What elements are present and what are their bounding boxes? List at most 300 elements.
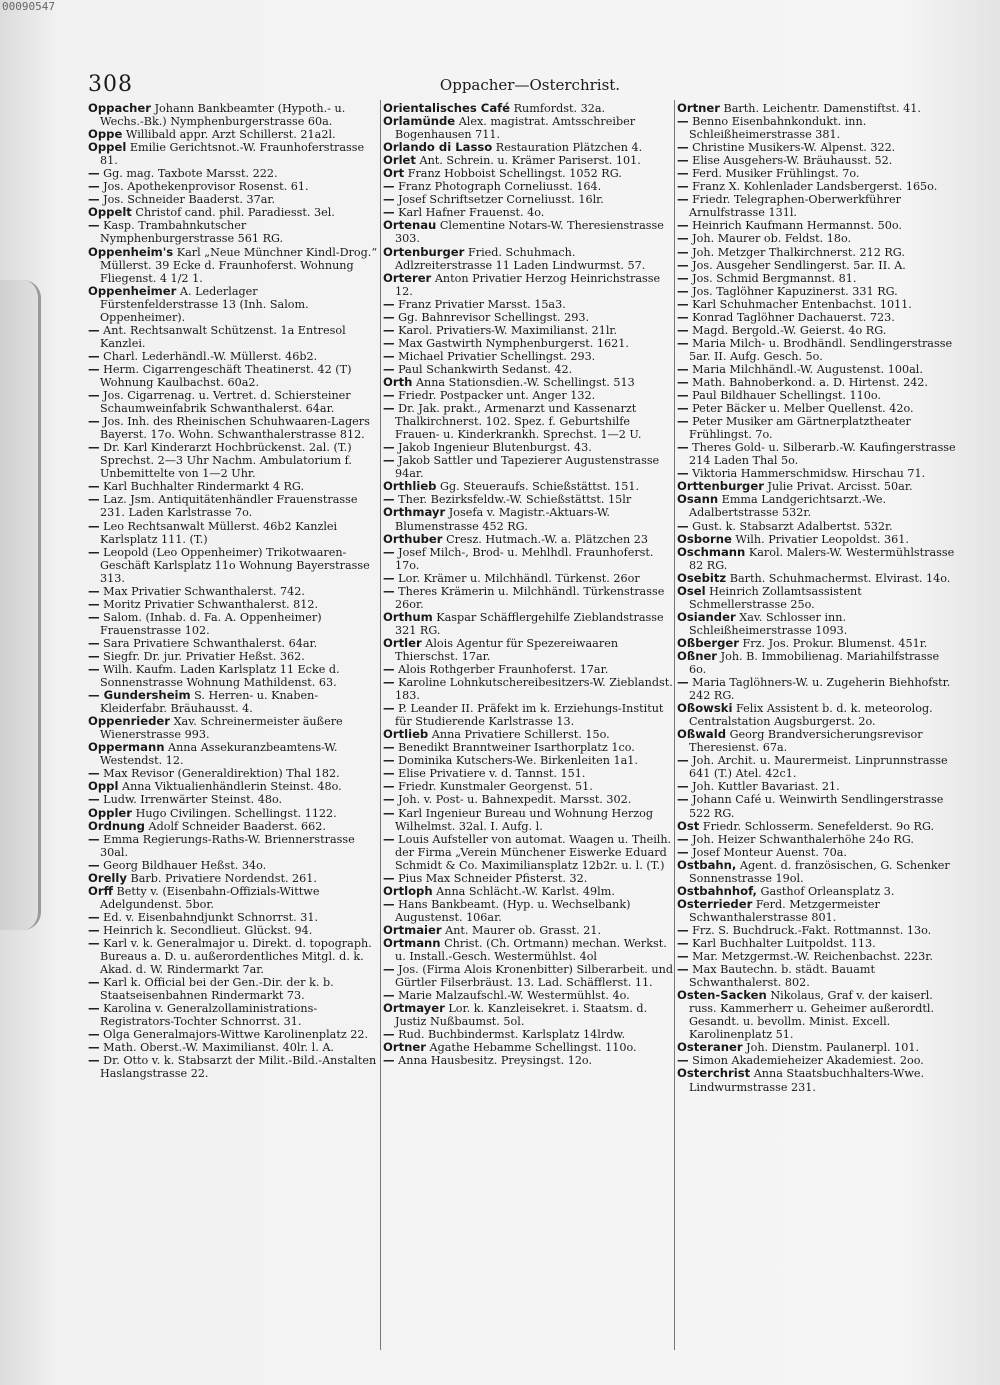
- directory-entry: [88, 885, 378, 911]
- entry-surname: Oßberger: [677, 635, 739, 650]
- entry-surname: Osborne: [677, 531, 732, 546]
- entry-details: Ludw. Irrenwärter Steinst. 48o.: [103, 793, 283, 807]
- directory-entry: [383, 611, 673, 637]
- directory-entry: [88, 520, 378, 546]
- entry-details: Friedr. Postpacker unt. Anger 132.: [398, 389, 596, 403]
- entry-details: Maria Taglöhners-W. u. Zugeherin Biehhofstr. 242 RG.: [689, 676, 951, 703]
- directory-entry: [383, 272, 673, 298]
- directory-entry: [88, 1054, 378, 1080]
- directory-entry: [383, 637, 673, 663]
- entry-details: Josef Monteur Auenst. 70a.: [692, 845, 847, 859]
- entry-details: Josefa v. Magistr.-Aktuars-W. Blumenstrasse 452 RG.: [395, 506, 610, 533]
- entry-details: Josef Schriftsetzer Corneliusst. 16lr.: [398, 193, 604, 207]
- entry-surname: —: [88, 936, 100, 950]
- entry-surname: Ortner: [677, 101, 720, 115]
- directory-entry: [88, 246, 378, 285]
- directory-entry: [88, 767, 378, 780]
- directory-entry: [88, 859, 378, 872]
- entry-surname: —: [677, 361, 689, 376]
- directory-entry: [383, 1041, 673, 1054]
- entry-surname: —: [677, 192, 689, 207]
- entry-surname: Ortloph: [383, 883, 433, 898]
- entry-details: Dr. Otto v. k. Stabsarzt der Milit.-Bild.-Anstalten Haslangstrasse 22.: [100, 1054, 377, 1081]
- directory-entry: [677, 115, 959, 141]
- directory-entry: [88, 219, 378, 245]
- entry-details: Paul Schankwirth Sedanst. 42.: [398, 362, 573, 376]
- entry-surname: Orlando di Lasso: [383, 140, 493, 155]
- entry-surname: Orlamünde: [383, 114, 456, 129]
- directory-entry: [383, 807, 673, 833]
- entry-details: Joh. v. Post- u. Bahnexpedit. Marsst. 302.: [398, 793, 632, 807]
- entry-surname: —: [383, 805, 395, 820]
- entry-details: Ferd. Metzgermeister Schwanthalerstrasse 801.: [689, 897, 880, 924]
- directory-entry: [88, 598, 378, 611]
- entry-details: Louis Aufsteller von automat. Waagen u. Theilh. der Firma „Verein Münchener Eiswerke Eduard Schmidt & Co. Maximiliansplatz 12b2r. u. l. (T.): [395, 832, 672, 872]
- entry-details: Agent. d. französischen, G. Schenker Sonnenstrasse 19ol.: [689, 858, 950, 885]
- entry-surname: —: [88, 792, 100, 807]
- entry-surname: —: [677, 792, 689, 807]
- directory-entry: [677, 754, 959, 780]
- entry-surname: —: [383, 896, 395, 911]
- entry-surname: —: [383, 1053, 395, 1068]
- directory-entry: [383, 754, 673, 767]
- entry-details: Jakob Ingenieur Blutenburgst. 43.: [398, 441, 592, 455]
- entry-details: Felix Assistent b. d. k. meteorolog. Centralstation Augsburgerst. 2o.: [689, 702, 933, 729]
- entry-details: Karol. Privatiers-W. Maximilianst. 21lr.: [398, 323, 618, 337]
- entry-details: Christof cand. phil. Paradiesst. 3el.: [135, 206, 335, 220]
- entry-details: Restauration Plätzchen 4.: [495, 141, 643, 155]
- entry-details: Cresz. Hutmach.-W. a. Plätzchen 23: [446, 532, 648, 546]
- entry-details: Franz X. Kohlenlader Landsbergerst. 165o.: [692, 180, 938, 194]
- entry-surname: Osteraner: [677, 1040, 743, 1055]
- directory-entry: [677, 1041, 959, 1054]
- entry-surname: —: [88, 179, 100, 194]
- entry-details: Karl „Neue Münchner Kindl-Drog.“ Müllerst. 39 Ecke d. Fraunhoferst. Wohnung Fliegenst. 4 1/2 1.: [100, 245, 378, 285]
- entry-surname: —: [677, 335, 689, 350]
- entry-surname: —: [383, 740, 395, 755]
- directory-entry: [383, 337, 673, 350]
- entry-details: Barth. Schuhmachermst. Elvirast. 14o.: [729, 571, 951, 585]
- directory-entry: [383, 363, 673, 376]
- entry-details: Jos. Taglöhner Kapuzinerst. 331 RG.: [692, 284, 898, 298]
- entry-details: Jos. Inh. des Rheinischen Schuhwaaren-Lagers Bayerst. 17o. Wohn. Schwanthalerstrasse 812.: [100, 415, 370, 442]
- entry-surname: —: [383, 348, 395, 363]
- entry-surname: —: [88, 166, 100, 181]
- entry-surname: —: [677, 831, 689, 846]
- directory-entry: [88, 715, 378, 741]
- entry-surname: Oppl: [88, 779, 119, 794]
- directory-entry: [383, 1054, 673, 1067]
- entry-surname: —: [383, 831, 395, 846]
- entry-surname: —: [677, 949, 689, 964]
- entry-details: Karl k. Official bei der Gen.-Dir. der k. b. Staatseisenbahnen Rindermarkt 73.: [100, 976, 334, 1003]
- entry-surname: —: [88, 440, 100, 455]
- entry-surname: —: [88, 1001, 100, 1016]
- entry-surname: Ortenau: [383, 218, 437, 233]
- entry-surname: —: [88, 518, 100, 533]
- directory-entry: [383, 167, 673, 180]
- entry-details: Elise Privatiere v. d. Tannst. 151.: [398, 767, 586, 781]
- entry-details: Laz. Jsm. Antiquitätenhändler Frauenstrasse 231. Laden Karlstrasse 7o.: [100, 493, 358, 520]
- directory-entry: [383, 533, 673, 546]
- entry-details: Joh. Metzger Thalkirchnerst. 212 RG.: [692, 245, 905, 259]
- directory-entry: [383, 154, 673, 167]
- entry-surname: —: [677, 153, 689, 168]
- entry-details: Gg. Bahnrevisor Schellingst. 293.: [398, 310, 590, 324]
- entry-details: Christine Musikers-W. Alpenst. 322.: [692, 141, 896, 155]
- entry-surname: Ortmann: [383, 936, 441, 950]
- entry-details: Kasp. Trambahnkutscher Nymphenburgerstrasse 561 RG.: [100, 219, 284, 246]
- directory-entry: [383, 350, 673, 363]
- entry-details: Willibald appr. Arzt Schillerst. 21a2l.: [125, 128, 336, 142]
- entry-surname: Osebitz: [677, 570, 727, 585]
- directory-entry: [677, 324, 959, 337]
- entry-details: Anna Staatsbuchhalters-Wwe. Lindwurmstrasse 231.: [689, 1067, 925, 1094]
- entry-details: Hans Bankbeamt. (Hyp. u. Wechselbank) Augustenst. 106ar.: [395, 897, 631, 924]
- directory-entry: [88, 1041, 378, 1054]
- directory-entry: [383, 702, 673, 728]
- entry-surname: Osel: [677, 583, 706, 598]
- entry-surname: Orlet: [383, 153, 416, 168]
- entry-surname: Orthlieb: [383, 479, 437, 494]
- directory-entry: [88, 167, 378, 180]
- entry-details: Xav. Schlosser inn. Schleißheimerstrasse 1093.: [689, 610, 848, 637]
- directory-entry: [677, 376, 959, 389]
- entry-surname: Orthum: [383, 609, 433, 624]
- directory-entry: [88, 546, 378, 585]
- entry-details: Salom. (Inhab. d. Fa. A. Oppenheimer) Frauenstrasse 102.: [100, 610, 322, 637]
- entry-surname: Ortenburger: [383, 244, 465, 259]
- directory-entry: [383, 728, 673, 741]
- entry-details: Max Privatier Schwanthalerst. 742.: [103, 584, 305, 598]
- entry-details: Friedr. Telegraphen-Oberwerkführer Arnulfstrasse 131l.: [689, 193, 901, 220]
- entry-details: Dr. Jak. prakt., Armenarzt und Kassenarzt Thalkirchnerst. 102. Spez. f. Geburtshilfe Frauen- u. Kinderkrankh. Sprechst. 1—2 U.: [395, 402, 642, 442]
- directory-entry: [383, 376, 673, 389]
- directory-entry: [88, 872, 378, 885]
- entry-details: P. Leander II. Präfekt im k. Erziehungs-Institut für Studierende Karlstrasse 13.: [395, 702, 664, 729]
- directory-entry: [677, 246, 959, 259]
- entry-details: Georg Bildhauer Heßst. 34o.: [103, 858, 267, 872]
- entry-surname: —: [88, 662, 100, 677]
- directory-entry: [88, 180, 378, 193]
- entry-details: Joh. Archit. u. Maurermeist. Linprunnstrasse 641 (T.) Atel. 42c1.: [689, 754, 948, 781]
- directory-entry: [88, 206, 378, 219]
- directory-entry: [88, 911, 378, 924]
- entry-surname: Oppler: [88, 805, 133, 820]
- entry-surname: —: [88, 388, 100, 403]
- entry-details: Joh. Dienstm. Paulanerpl. 101.: [746, 1041, 920, 1055]
- entry-surname: Orff: [88, 883, 113, 898]
- entry-details: Elise Ausgehers-W. Bräuhausst. 52.: [692, 154, 893, 168]
- directory-entry: [383, 663, 673, 676]
- directory-entry: [88, 611, 378, 637]
- entry-surname: —: [88, 1040, 100, 1055]
- entry-surname: —: [88, 544, 100, 559]
- directory-entry: [88, 389, 378, 415]
- directory-entry: [383, 898, 673, 924]
- entry-details: Max Bautechn. b. städt. Bauamt Schwanthalerst. 802.: [689, 963, 875, 990]
- directory-entry: [383, 115, 673, 141]
- entry-surname: —: [88, 361, 100, 376]
- entry-surname: Orterer: [383, 270, 432, 285]
- directory-entry: [88, 637, 378, 650]
- entry-surname: —: [677, 936, 689, 950]
- entry-surname: —: [383, 792, 395, 807]
- directory-entry: [88, 363, 378, 389]
- entry-details: Alois Rothgerber Fraunhoferst. 17ar.: [398, 663, 609, 677]
- directory-entry: [383, 741, 673, 754]
- entry-surname: —: [88, 583, 100, 598]
- directory-entry: [88, 415, 378, 441]
- entry-surname: Ortmayer: [383, 1001, 445, 1016]
- entry-details: Olga Generalmajors-Wittwe Karolinenplatz 22.: [103, 1028, 369, 1042]
- directory-entry: [677, 1067, 959, 1093]
- entry-details: Peter Musiker am Gärtnerplatztheater Frühlingst. 7o.: [689, 415, 911, 442]
- entry-details: Ther. Bezirksfeldw.-W. Schießstättst. 15lr: [398, 493, 632, 507]
- directory-entry: [88, 833, 378, 859]
- entry-surname: —: [677, 140, 689, 155]
- entry-details: Ed. v. Eisenbahndjunkt Schnorrst. 31.: [103, 910, 319, 924]
- directory-entry: [677, 924, 959, 937]
- entry-details: Ant. Maurer ob. Grasst. 21.: [445, 923, 602, 937]
- entry-surname: Oppel: [88, 140, 127, 155]
- entry-surname: —: [677, 231, 689, 246]
- entry-details: Agathe Hebamme Schellingst. 110o.: [429, 1041, 637, 1055]
- directory-entry: [88, 1002, 378, 1028]
- entry-surname: —: [383, 544, 395, 559]
- entry-details: Heinrich k. Secondlieut. Glückst. 94.: [103, 923, 313, 937]
- directory-entry: [383, 1002, 673, 1028]
- entry-details: Leo Rechtsanwalt Müllerst. 46b2 Kanzlei Karlsplatz 111. (T.): [100, 519, 338, 546]
- directory-entry: [88, 285, 378, 324]
- entry-details: Rud. Buchbindermst. Karlsplatz 14lrdw.: [398, 1028, 626, 1042]
- entry-surname: —: [383, 988, 395, 1003]
- directory-entry: [677, 676, 959, 702]
- column-rule: [380, 100, 381, 1350]
- entry-surname: —: [677, 283, 689, 298]
- entry-surname: —: [677, 675, 689, 690]
- directory-entry: [383, 324, 673, 337]
- entry-surname: Osann: [677, 492, 719, 507]
- directory-entry: [383, 833, 673, 872]
- entry-details: Magd. Bergold.-W. Geierst. 4o RG.: [692, 323, 887, 337]
- directory-entry: [677, 180, 959, 193]
- entry-surname: —: [88, 218, 100, 233]
- directory-entry: [677, 285, 959, 298]
- column-rule: [674, 100, 675, 1350]
- entry-details: Charl. Lederhändl.-W. Müllerst. 46b2.: [103, 349, 318, 363]
- directory-entry: [88, 924, 378, 937]
- entry-surname: Orttenburger: [677, 479, 764, 494]
- entry-details: Sara Privatiere Schwanthalerst. 64ar.: [103, 636, 318, 650]
- entry-details: Franz Photograph Corneliusst. 164.: [398, 180, 602, 194]
- entry-surname: —: [383, 335, 395, 350]
- entry-details: Mar. Metzgermst.-W. Reichenbachst. 223r.: [692, 950, 933, 964]
- entry-details: Alex. magistrat. Amtsschreiber Bogenhausen 711.: [395, 115, 636, 142]
- entry-details: Jos. Apothekenprovisor Rosenst. 61.: [103, 180, 309, 194]
- entry-surname: Ort: [383, 166, 405, 181]
- entry-details: Theres Gold- u. Silberarb.-W. Kaufingerstrasse 214 Laden Thal 5o.: [689, 441, 956, 468]
- directory-entry: [383, 676, 673, 702]
- column-left: [88, 102, 378, 1081]
- entry-details: Heinrich Kaufmann Hermannst. 50o.: [692, 219, 902, 233]
- entry-surname: —: [677, 218, 689, 233]
- entry-details: Emma Regierungs-Raths-W. Briennerstrasse 30al.: [100, 832, 355, 859]
- directory-entry: [88, 663, 378, 689]
- entry-surname: Ostbahn,: [677, 857, 737, 872]
- entry-details: Jos. Schmid Bergmannst. 81.: [692, 271, 857, 285]
- directory-entry: [677, 780, 959, 793]
- entry-details: Maria Milchhändl.-W. Augustenst. 100al.: [692, 362, 923, 376]
- entry-details: Lor. Krämer u. Milchhändl. Türkenst. 26or: [398, 571, 640, 585]
- entry-details: Gust. k. Stabsarzt Adalbertst. 532r.: [692, 519, 893, 533]
- entry-details: Karoline Lohnkutschereibesitzers-W. Zieblandst. 183.: [395, 676, 673, 703]
- entry-surname: —: [383, 322, 395, 337]
- entry-details: Johann Café u. Weinwirth Sendlingerstrasse 522 RG.: [689, 793, 944, 820]
- entry-surname: —: [383, 753, 395, 768]
- entry-surname: —: [677, 753, 689, 768]
- entry-details: Ferd. Musiker Frühlingst. 7o.: [692, 167, 860, 181]
- directory-entry: [383, 389, 673, 402]
- entry-details: Lor. k. Kanzleisekret. i. Staatsm. d. Justiz Nußbaumst. 5ol.: [395, 1002, 648, 1029]
- entry-surname: Osiander: [677, 609, 736, 624]
- directory-entry: [677, 989, 959, 1041]
- entry-surname: —: [88, 648, 100, 663]
- entry-surname: —: [88, 857, 100, 872]
- entry-details: Christ. (Ch. Ortmann) mechan. Werkst. u. Install.-Gesch. Westermühlst. 4ol: [395, 937, 667, 964]
- directory-entry: [88, 976, 378, 1002]
- directory-entry: [88, 937, 378, 976]
- entry-surname: Ostbahnhof,: [677, 883, 757, 898]
- entry-details: Theres Krämerin u. Milchhändl. Türkenstrasse 26or.: [395, 584, 665, 611]
- directory-entry: [677, 585, 959, 611]
- entry-details: Rumfordst. 32a.: [513, 102, 606, 115]
- entry-details: Math. Bahnoberkond. a. D. Hirtenst. 242.: [692, 375, 928, 389]
- entry-surname: —: [88, 479, 100, 494]
- entry-details: A. Lederlager Fürstenfelderstrasse 13 (Inh. Salom. Oppenheimer).: [100, 284, 309, 324]
- entry-details: Moritz Privatier Schwanthalerst. 812.: [103, 597, 319, 611]
- entry-details: S. Herren- u. Knaben-Kleiderfabr. Bräuhausst. 4.: [100, 689, 319, 716]
- archive-id: 00090547: [2, 0, 55, 13]
- entry-surname: —: [88, 192, 100, 207]
- entry-surname: Oppelt: [88, 205, 132, 220]
- directory-entry: [677, 859, 959, 885]
- entry-surname: Orientalisches Café: [383, 101, 511, 115]
- entry-details: Karl v. k. Generalmajor u. Direkt. d. topograph. Bureaus a. D. u. außerordentliches Mitgl. d. k. Akad. d. W. Rindermarkt 7ar.: [100, 937, 372, 977]
- entry-details: Karl Ingenieur Bureau und Wohnung Herzog Wilhelmst. 32al. I. Aufg. l.: [395, 806, 654, 833]
- directory-entry: [677, 311, 959, 324]
- entry-details: Jos. Schneider Baaderst. 37ar.: [103, 193, 276, 207]
- directory-entry: [677, 298, 959, 311]
- entry-details: Jos. Cigarrenag. u. Vertret. d. Schiersteiner Schaumweinfabrik Schwanthalerst. 64ar.: [100, 389, 351, 416]
- directory-entry: [677, 167, 959, 180]
- entry-details: Gg. Steueraufs. Schießstättst. 151.: [440, 480, 640, 494]
- directory-entry: [677, 415, 959, 441]
- directory-entry: [677, 898, 959, 924]
- entry-surname: —: [383, 766, 395, 781]
- entry-surname: —: [88, 348, 100, 363]
- entry-surname: —: [677, 962, 689, 977]
- directory-entry: [677, 441, 959, 467]
- entry-details: Ant. Schrein. u. Krämer Pariserst. 101.: [419, 154, 641, 168]
- entry-surname: Oppermann: [88, 740, 165, 755]
- entry-surname: Osterchrist: [677, 1066, 751, 1081]
- entry-surname: —: [677, 922, 689, 937]
- directory-entry: [88, 585, 378, 598]
- entry-details: Frz. Jos. Prokur. Blumenst. 451r.: [742, 636, 928, 650]
- entry-surname: Orth: [383, 374, 413, 389]
- entry-details: Barth. Leichentr. Damenstiftst. 41.: [723, 102, 921, 115]
- entry-surname: —: [383, 570, 395, 585]
- entry-surname: —: [677, 1053, 689, 1068]
- entry-surname: —: [88, 766, 100, 781]
- directory-entry: [677, 793, 959, 819]
- entry-surname: —: [677, 244, 689, 259]
- directory-entry: [383, 780, 673, 793]
- directory-entry: [88, 689, 378, 715]
- column-right: [677, 102, 959, 1094]
- directory-entry: [383, 480, 673, 493]
- entry-details: Jos. (Firma Alois Kronenbitter) Silberarbeit. und Gürtler Filserbräust. 13. Lad. Schäfflerst. 11.: [395, 963, 673, 990]
- directory-entry: [383, 963, 673, 989]
- entry-surname: Oßner: [677, 648, 718, 663]
- entry-details: Dominika Kutschers-We. Birkenleiten 1a1.: [398, 754, 638, 768]
- directory-entry: [383, 246, 673, 272]
- entry-surname: Oppenheim's: [88, 244, 174, 259]
- directory-entry: [383, 180, 673, 193]
- entry-surname: —: [88, 609, 100, 624]
- entry-surname: Ortlieb: [383, 727, 429, 742]
- entry-surname: —: [383, 583, 395, 598]
- entry-surname: —: [677, 296, 689, 311]
- directory-entry: [383, 141, 673, 154]
- entry-surname: Ortmaier: [383, 922, 442, 937]
- directory-entry: [88, 780, 378, 793]
- entry-surname: —: [383, 962, 395, 977]
- entry-details: Simon Akademieheizer Akademiest. 2oo.: [692, 1054, 924, 1068]
- entry-surname: Oppenrieder: [88, 714, 171, 729]
- entry-surname: —: [88, 414, 100, 429]
- directory-entry: [383, 298, 673, 311]
- directory-entry: [677, 337, 959, 363]
- directory-entry: [88, 480, 378, 493]
- entry-surname: Oßowski: [677, 701, 733, 716]
- directory-entry: [677, 154, 959, 167]
- entry-surname: —: [88, 596, 100, 611]
- directory-entry: [677, 637, 959, 650]
- entry-details: Anna Schlächt.-W. Karlst. 49lm.: [436, 884, 615, 898]
- directory-entry: [383, 885, 673, 898]
- entry-details: Anna Stationsdien.-W. Schellingst. 513: [415, 375, 635, 389]
- entry-details: Kaspar Schäfflergehilfe Zieblandstrasse 321 RG.: [395, 610, 664, 637]
- entry-details: Johann Bankbeamter (Hypoth.- u. Wechs.-Bk.) Nymphenburgerstrasse 60a.: [100, 102, 346, 129]
- entry-surname: Ordnung: [88, 818, 145, 833]
- entry-surname: —: [677, 388, 689, 403]
- directory-entry: [677, 480, 959, 493]
- directory-entry: [677, 141, 959, 154]
- entry-details: Alois Agentur für Spezereiwaaren Thierschst. 17ar.: [395, 636, 619, 663]
- entry-details: Max Revisor (Generaldirektion) Thal 182.: [103, 767, 340, 781]
- entry-surname: —: [677, 401, 689, 416]
- entry-surname: —: [677, 844, 689, 859]
- column-middle: [383, 102, 673, 1067]
- entry-details: Karl Buchhalter Rindermarkt 4 RG.: [103, 480, 305, 494]
- entry-surname: —: [383, 205, 395, 220]
- entry-details: Joh. Heizer Schwanthalerhöhe 24o RG.: [692, 832, 914, 846]
- entry-surname: —: [677, 374, 689, 389]
- entry-surname: Oppenheimer: [88, 283, 177, 298]
- entry-details: Georg Brandversicherungsrevisor Theresienst. 67a.: [689, 728, 923, 755]
